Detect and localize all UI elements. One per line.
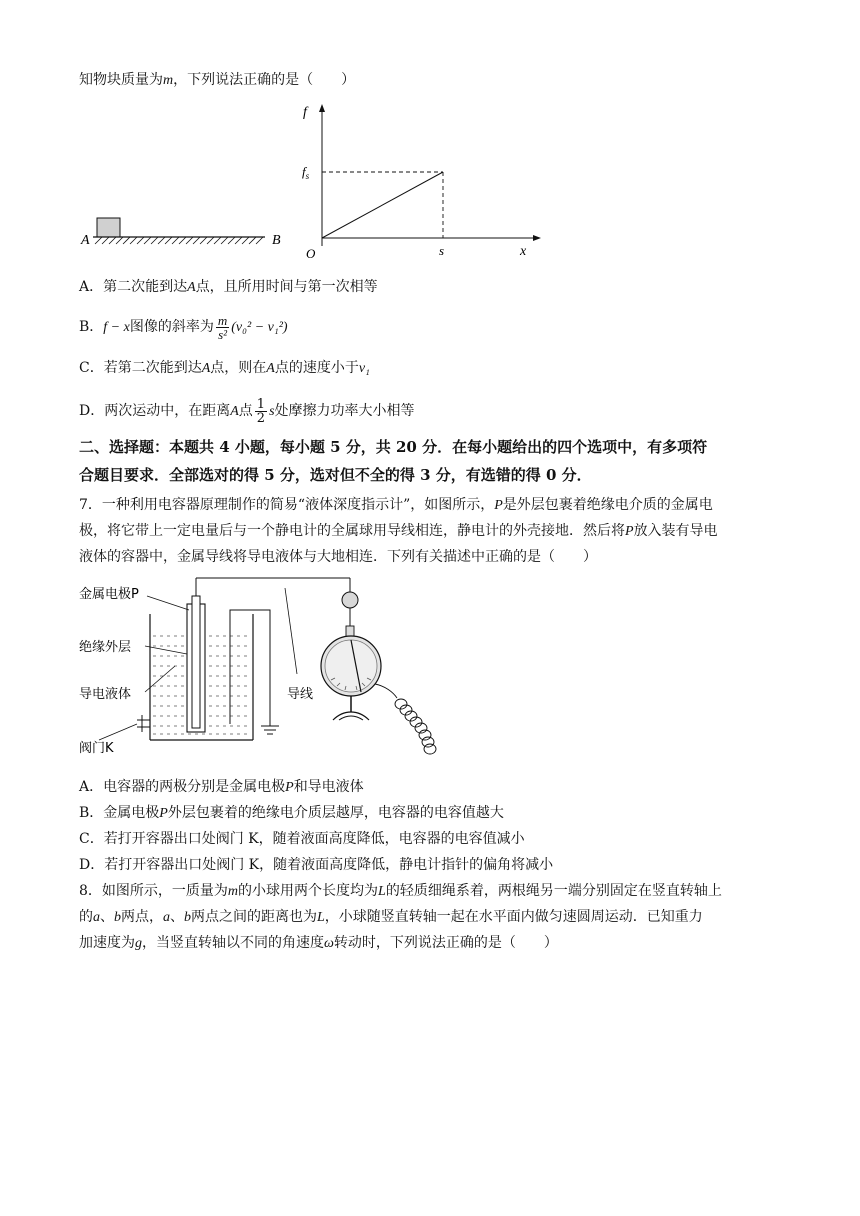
f-x-graph: [302, 104, 541, 261]
frac-den: s²: [218, 326, 228, 342]
q7-figure: [75, 574, 445, 766]
var-s: s: [269, 404, 275, 419]
expr-v-squared: (v₀² − v₁²): [231, 320, 288, 335]
ground-symbol: [261, 724, 279, 734]
var-g: g: [135, 936, 142, 951]
var-P: P: [285, 780, 294, 795]
frac-den: 2: [256, 410, 266, 426]
q8-stem-line2: [79, 907, 703, 928]
metal-electrode-P: [187, 578, 205, 732]
y-axis-arrow: [319, 104, 325, 112]
option-text: 点的速度小于: [274, 360, 359, 376]
option-text: A．电容器的两极分别是金属电极: [79, 779, 286, 795]
var-b: b: [184, 910, 191, 925]
q7-stem-line1: [79, 495, 713, 516]
var-A: A: [230, 404, 239, 419]
q8-text: 转动时，下列说法正确的是（ ）: [333, 935, 558, 951]
valve-K: [137, 715, 150, 732]
q6-intro: [79, 70, 355, 91]
var-A: A: [187, 280, 196, 295]
q8-text: 两点之间的距离也为: [191, 909, 317, 925]
fraction-m-over-s2: [216, 314, 229, 341]
q7-option-C: C．若打开容器出口处阀门 K，随着液面高度降低，电容器的电容值减小: [79, 831, 525, 847]
label-valve: 阀门K: [79, 741, 114, 756]
option-text: 点，且所用时间与第一次相等: [195, 279, 378, 295]
q8-text: 、: [100, 909, 114, 925]
q6-option-A: [79, 277, 378, 298]
option-text: 点: [238, 403, 253, 419]
x-axis-arrow: [533, 235, 541, 241]
var-A: A: [201, 361, 211, 376]
section2-header-line2: 合题目要求．全部选对的得 5 分，选对但不全的得 3 分，有选错的得 0 分．: [79, 466, 592, 484]
q8-stem-line3: [79, 933, 558, 954]
q8-text: 的: [79, 909, 93, 925]
q8-text: 、: [170, 909, 184, 925]
q7-text: 7．一种利用电容器原理制作的简易“液体深度指示计”，如图所示，: [79, 497, 495, 513]
block: [97, 218, 120, 237]
frac-num: 1: [256, 396, 266, 412]
q6-option-C: [79, 358, 370, 379]
option-text: D．两次运动中，在距离: [79, 403, 231, 419]
label-B: B: [272, 233, 281, 248]
option-text: 点，则在: [210, 360, 267, 376]
block-on-surface-diagram: [80, 218, 281, 248]
f-x-line: [322, 172, 443, 238]
q8-text: ，当竖直转轴以不同的角速度: [142, 935, 324, 951]
label-metal-electrode: 金属电极P: [79, 587, 139, 602]
option-text: 处摩擦力功率大小相等: [274, 403, 415, 419]
q6-intro-text: 知物块质量为: [79, 72, 163, 88]
q6-intro-text-end: ，下列说法正确的是（ ）: [173, 72, 356, 88]
var-P: P: [625, 524, 634, 539]
q8-text: 的轻质细绳系着，两根绳另一端分别固定在竖直转轴上: [385, 883, 722, 899]
var-P: P: [494, 498, 503, 513]
var-omega: ω: [324, 936, 334, 951]
frac-num: m: [217, 312, 228, 328]
q7-option-D: D．若打开容器出口处阀门 K，随着液面高度降低，静电计指针的偏角将减小: [79, 857, 554, 873]
q7-text: 极，将它带上一定电量后与一个静电计的全属球用导线相连，静电计的外壳接地．然后将: [79, 523, 625, 539]
label-wire: 导线: [287, 687, 314, 702]
var-m: m: [227, 884, 239, 899]
q7-stem-line2: [79, 521, 718, 542]
q6-figure: [75, 98, 545, 268]
electroscope-ground-coil: [375, 684, 436, 754]
q7-stem-line3: 液体的容器中，金属导线将导电液体与大地相连．下列有关描述中正确的是（ ）: [79, 549, 597, 565]
q6-option-B: [79, 312, 288, 342]
q8-text: ，小球随竖直转轴一起在水平面内做匀速圆周运动．已知重力: [324, 909, 703, 925]
q7-option-A: [79, 777, 364, 798]
label-insulation: 绝缘外层: [79, 640, 132, 655]
var-L: L: [317, 910, 325, 925]
electroscope: [321, 592, 381, 720]
section2-header-line1: 二、选择题：本题共 4 小题，每小题 5 分，共 20 分．在每小题给出的四个选项中，有多项符: [79, 438, 708, 456]
origin-label: O: [306, 246, 316, 261]
q8-stem-line1: [79, 881, 722, 902]
q8-text: 的小球用两个长度均为: [238, 883, 379, 899]
var-a: a: [163, 910, 170, 925]
q7-option-B: [79, 803, 504, 824]
s-label: s: [439, 243, 445, 258]
q7-text: 是外层包裹着绝缘电介质的金属电: [502, 497, 713, 513]
var-A: A: [266, 361, 275, 376]
ground-wire: [230, 610, 270, 724]
q8-text: 两点，: [121, 909, 163, 925]
option-text: B．金属电极: [79, 805, 160, 821]
label-A: A: [81, 233, 90, 248]
option-text: 图像的斜率为: [129, 319, 214, 335]
q8-text: 加速度为: [79, 935, 135, 951]
fs-label: $f_s$: [302, 164, 310, 181]
var-L: L: [378, 884, 386, 899]
axis-label-x: x: [520, 244, 527, 259]
var-a: a: [93, 910, 100, 925]
option-text: A．第二次能到达: [79, 279, 188, 295]
var-v1: v₁: [358, 361, 370, 376]
axis-label-f: f: [303, 105, 307, 120]
option-label: B．: [79, 319, 104, 335]
option-text: 和导电液体: [293, 779, 364, 795]
option-text: C．若第二次能到达: [79, 360, 202, 376]
expr-f-x: f − x: [103, 320, 130, 335]
q6-option-D: [79, 396, 415, 426]
option-text: 外层包裹着的绝缘电介质层越厚，电容器的电容值越大: [167, 805, 504, 821]
q8-text: 8．如图所示，一质量为: [79, 883, 228, 899]
q7-text: 放入装有导电: [633, 523, 718, 539]
electroscope-ball: [342, 592, 358, 608]
fraction-one-half: [255, 398, 267, 425]
var-P: P: [159, 806, 168, 821]
var-b: b: [114, 910, 121, 925]
label-conductive-liquid: 导电液体: [79, 687, 132, 702]
var-m: m: [163, 73, 174, 88]
